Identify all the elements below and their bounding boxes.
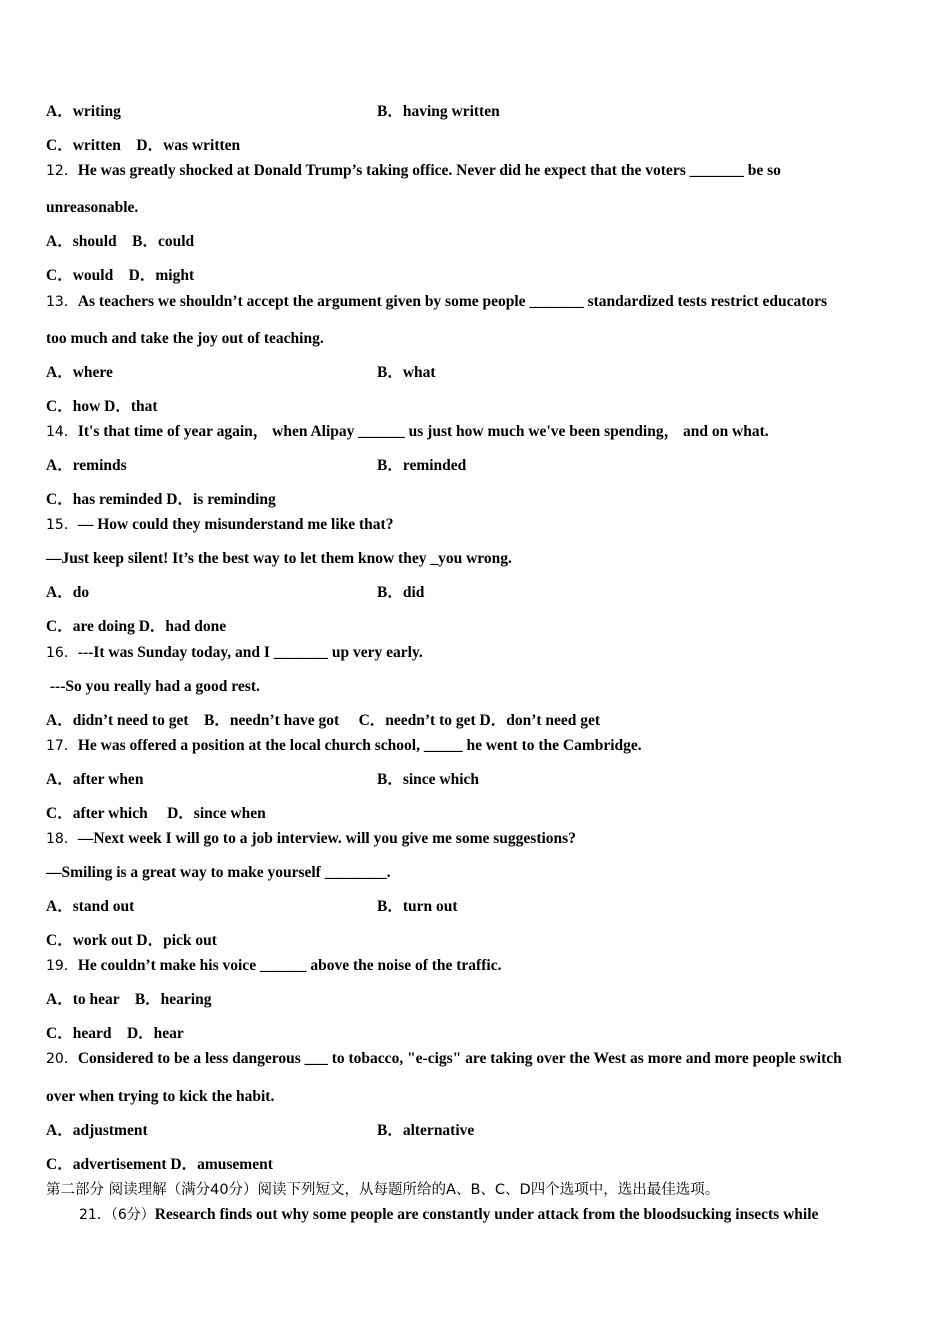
q12-options-ab: A．should B．could (46, 233, 195, 250)
q19-options-ab: A．to hear B．hearing (46, 991, 212, 1008)
q17-option-a: A．after when (46, 771, 144, 788)
q16-text-line1: ---It was Sunday today, and I _______ up very early. (77, 644, 423, 661)
q14-option-b: B．reminded (377, 457, 467, 474)
q13-options-cd: C．how D．that (46, 398, 158, 415)
q17-stem (46, 736, 642, 756)
q12-number: 12． (46, 163, 78, 179)
q11-option-b: B．having written (377, 103, 500, 120)
q20-text-line1: Considered to be a less dangerous ___ to tobacco, "e-cigs" are taking over the West as more and more people switch (77, 1050, 842, 1067)
q13-stem (46, 292, 827, 312)
q20-option-a: A．adjustment (46, 1122, 148, 1139)
q16-text-line2: ---So you really had a good rest. (46, 678, 260, 695)
q11-option-a: A．writing (46, 103, 121, 120)
q13-option-a: A．where (46, 364, 113, 381)
q15-stem (46, 515, 393, 535)
q19-stem (46, 956, 501, 976)
q20-options-cd: C．advertisement D．amusement (46, 1156, 273, 1173)
q14-number: 14． (46, 424, 78, 440)
q18-text-line2: —Smiling is a great way to make yourself ________. (46, 864, 391, 881)
q14-options-cd: C．has reminded D．is reminding (46, 491, 276, 508)
q20-option-b: B．alternative (377, 1122, 475, 1139)
q14-option-a: A．reminds (46, 457, 127, 474)
q13-option-b: B．what (377, 364, 436, 381)
q12-options-cd: C．would D．might (46, 267, 195, 284)
q11-options-cd: C．written D．was written (46, 137, 241, 154)
q16-stem (46, 643, 423, 663)
q15-text-line2: —Just keep silent! It’s the best way to let them know they _you wrong. (46, 550, 512, 567)
q12-stem (46, 161, 781, 181)
q16-options-abcd: A．didn’t need to get B．needn’t have got C．needn’t to get D．don’t need get (46, 712, 601, 729)
q16-number: 16． (46, 645, 78, 661)
q15-options-cd: C．are doing D．had done (46, 618, 227, 635)
q13-text-line1: As teachers we shouldn’t accept the argument given by some people _______ standardized tests restrict educators (77, 293, 828, 310)
q18-text-line1: —Next week I will go to a job interview. will you give me some suggestions? (77, 830, 576, 847)
q18-option-a: A．stand out (46, 898, 135, 915)
q20-stem (46, 1049, 842, 1069)
q14-text: It's that time of year again， when Alipay ______ us just how much we've been spending， and on what. (77, 423, 769, 440)
q13-number: 13． (46, 294, 78, 310)
q17-number: 17． (46, 738, 78, 754)
q20-text-line2: over when trying to kick the habit. (46, 1088, 275, 1105)
q18-number: 18． (46, 831, 78, 847)
q21-stem (79, 1205, 818, 1225)
q14-stem (46, 422, 769, 442)
section2-heading: 第二部分 阅读理解（满分40分）阅读下列短文，从每题所给的A、B、C、D四个选项中，选出最佳选项。 (46, 1182, 720, 1198)
q15-option-b: B．did (377, 584, 425, 601)
q19-text: He couldn’t make his voice ______ above the noise of the traffic. (77, 957, 502, 974)
q21-number: 21．（6分） (79, 1207, 155, 1223)
q20-number: 20． (46, 1051, 78, 1067)
q18-options-cd: C．work out D．pick out (46, 932, 217, 949)
q12-text-line2: unreasonable. (46, 199, 139, 216)
q17-option-b: B．since which (377, 771, 480, 788)
q13-text-line2: too much and take the joy out of teaching. (46, 330, 324, 347)
q21-text: Research finds out why some people are constantly under attack from the bloodsucking insects while (154, 1206, 819, 1223)
q18-option-b: B．turn out (377, 898, 458, 915)
q15-text-line1: — How could they misunderstand me like that? (77, 516, 394, 533)
q17-text: He was offered a position at the local church school, _____ he went to the Cambridge. (77, 737, 642, 754)
q12-text-line1: He was greatly shocked at Donald Trump’s taking office. Never did he expect that the voters _______ be so (77, 162, 781, 179)
q19-number: 19． (46, 958, 78, 974)
q15-option-a: A．do (46, 584, 90, 601)
q18-stem (46, 829, 576, 849)
q15-number: 15． (46, 517, 78, 533)
q17-options-cd: C．after which D．since when (46, 805, 266, 822)
q19-options-cd: C．heard D．hear (46, 1025, 184, 1042)
